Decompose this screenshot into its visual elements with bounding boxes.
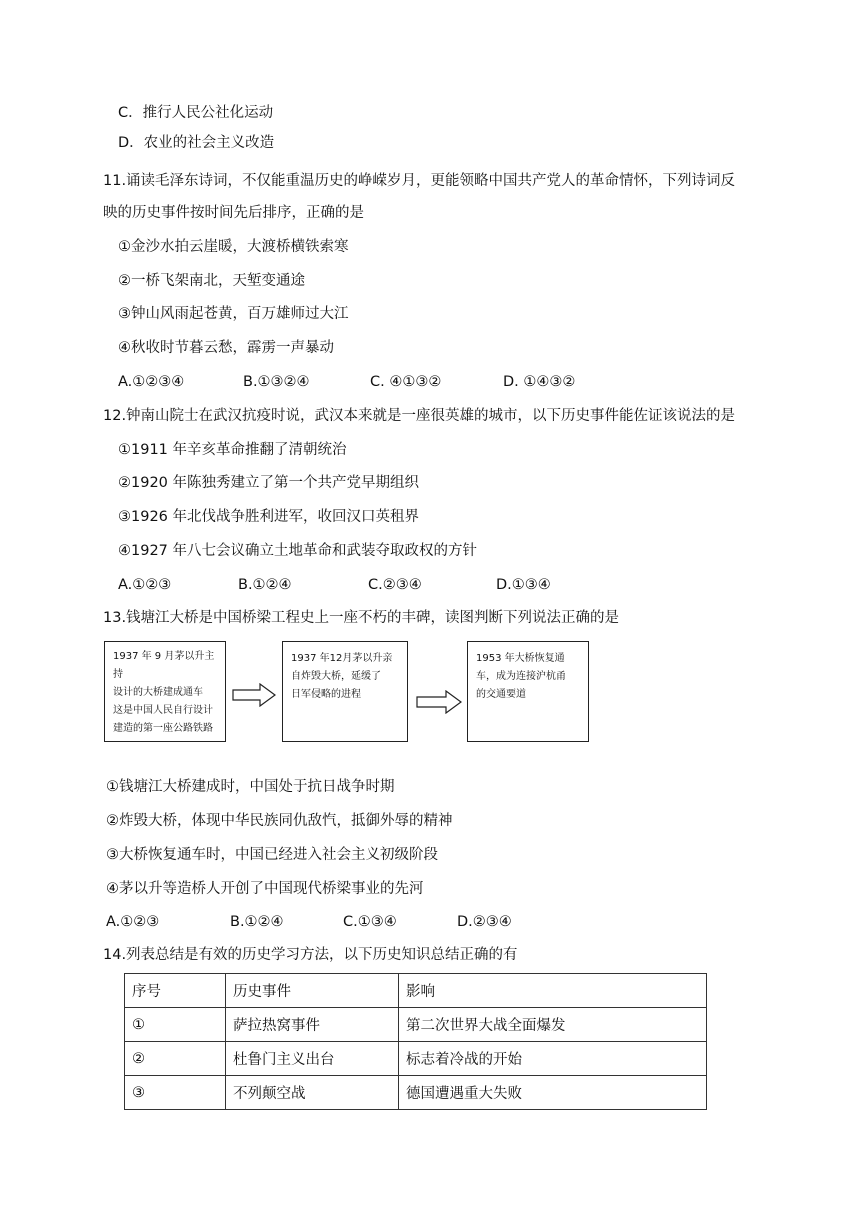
table-cell: 杜鲁门主义出台 (226, 1042, 399, 1076)
table-cell: 德国遭遇重大失败 (399, 1076, 707, 1110)
q12-item: ③1926 年北伐战争胜利进军，收回汉口英租界 (118, 509, 420, 525)
q11-item: ④秋收时节暮云愁，霹雳一声暴动 (118, 340, 334, 356)
q14-stem: 14.列表总结是有效的历史学习方法，以下历史知识总结正确的有 (103, 947, 518, 963)
q12-option-d: D.①③④ (496, 577, 551, 593)
table-cell: 标志着冷战的开始 (399, 1042, 707, 1076)
q13-option-d: D.②③④ (457, 914, 512, 930)
q13-item: ④茅以升等造桥人开创了中国现代桥梁事业的先河 (106, 881, 424, 897)
q11-option-a: A.①②③④ (118, 374, 185, 390)
table-cell: ① (125, 1008, 226, 1042)
table-cell: 萨拉热窝事件 (226, 1008, 399, 1042)
q11-item: ③钟山风雨起苍黄，百万雄师过大江 (118, 306, 349, 322)
q11-option-b: B.①③②④ (243, 374, 310, 390)
q11-stem-continued: 映的历史事件按时间先后排序，正确的是 (103, 205, 364, 221)
q12-option-b: B.①②④ (238, 577, 292, 593)
q13-option-b: B.①②④ (230, 914, 284, 930)
q13-item: ①钱塘江大桥建成时，中国处于抗日战争时期 (106, 779, 395, 795)
q13-item: ②炸毁大桥，体现中华民族同仇敌忾，抵御外辱的精神 (106, 813, 453, 829)
q13-option-a: A.①②③ (106, 914, 160, 930)
table-row (125, 1076, 707, 1110)
q12-option-a: A.①②③ (118, 577, 172, 593)
q11-stem: 11.诵读毛泽东诗词，不仅能重温历史的峥嵘岁月，更能领略中国共产党人的革命情怀，下列诗词反 (103, 173, 736, 189)
header-cell-index: 序号 (125, 974, 226, 1008)
q10-option-d: D．农业的社会主义改造 (118, 135, 275, 151)
q11-option-d: D. ①④③② (503, 374, 576, 390)
q11-option-c: C. ④①③② (370, 374, 442, 390)
table-header-row (125, 974, 707, 1008)
table-cell: ② (125, 1042, 226, 1076)
q13-box-1937-september: 1937 年 9 月茅以升主持 设计的大桥建成通车 这是中国人民自行设计 建造的第一座公路铁路 (104, 641, 226, 742)
q13-item: ③大桥恢复通车时，中国已经进入社会主义初级阶段 (106, 847, 438, 863)
q12-item: ②1920 年陈独秀建立了第一个共产党早期组织 (118, 475, 420, 491)
q10-option-c: C．推行人民公社化运动 (118, 105, 274, 121)
q13-option-c: C.①③④ (343, 914, 397, 930)
table-cell: 第二次世界大战全面爆发 (399, 1008, 707, 1042)
header-cell-event: 历史事件 (226, 974, 399, 1008)
q11-item: ①金沙水拍云崖暖，大渡桥横铁索寒 (118, 239, 349, 255)
q12-stem: 12.钟南山院士在武汉抗疫时说，武汉本来就是一座很英雄的城市，以下历史事件能佐证该说法的是 (103, 408, 736, 424)
q12-item: ④1927 年八七会议确立土地革命和武装夺取政权的方针 (118, 543, 478, 559)
right-arrow-icon (416, 690, 462, 714)
table-row (125, 1008, 707, 1042)
table-cell: ③ (125, 1076, 226, 1110)
q12-option-c: C.②③④ (368, 577, 422, 593)
table-cell: 不列颠空战 (226, 1076, 399, 1110)
history-summary-table (124, 973, 707, 1110)
q13-box-1953: 1953 年大桥恢复通 车，成为连接沪杭甬 的交通要道 (467, 641, 589, 742)
q13-stem: 13.钱塘江大桥是中国桥梁工程史上一座不朽的丰碑，读图判断下列说法正确的是 (103, 610, 620, 626)
q12-item: ①1911 年辛亥革命推翻了清朝统治 (118, 442, 347, 458)
header-cell-impact: 影响 (399, 974, 707, 1008)
right-arrow-icon (232, 683, 276, 707)
q13-box-1937-december: 1937 年12月茅以升亲 自炸毁大桥，延缓了 日军侵略的进程 (282, 641, 408, 742)
table-row (125, 1042, 707, 1076)
q11-item: ②一桥飞架南北，天堑变通途 (118, 273, 305, 289)
